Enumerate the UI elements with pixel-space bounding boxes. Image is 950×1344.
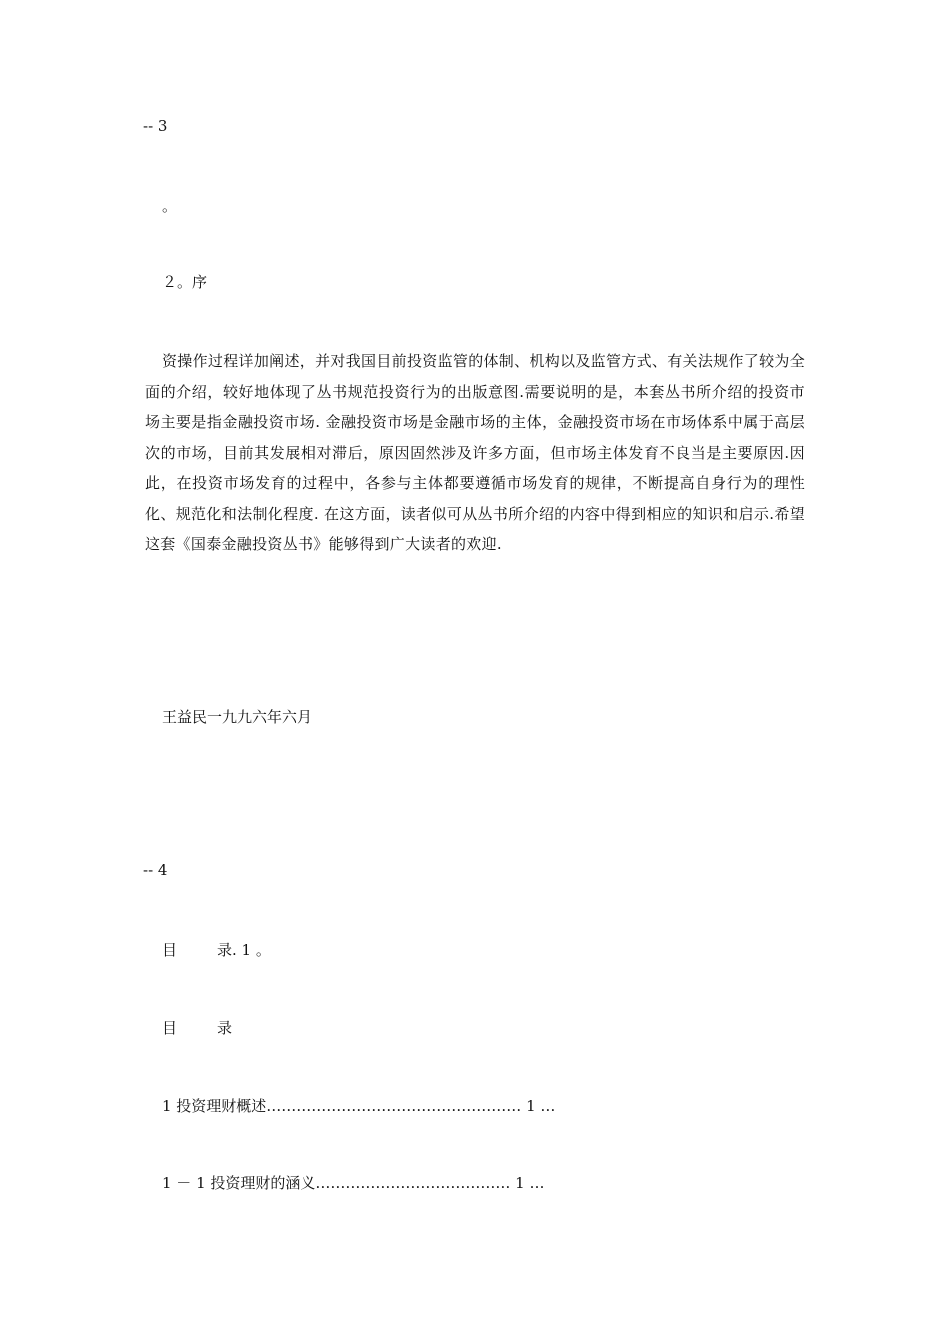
- toc-heading-left: 目: [162, 1019, 178, 1037]
- toc-heading-left: 目: [162, 941, 178, 959]
- toc-heading-with-page: [162, 940, 271, 960]
- toc-heading-right: 录. 1 。: [217, 941, 271, 959]
- stray-punctuation: 。: [162, 197, 178, 215]
- preface-paragraph: 资操作过程详加阐述，并对我国目前投资监管的体制、机构以及监管方式、有关法规作了较为全面的介绍，较好地体现了丛书规范投资行为的出版意图.需要说明的是，本套丛书所介绍的投资市场主要是指金融投资市场. 金融投资市场是金融市场的主体，金融投资市场在市场体系中属于高层次的市场，目前其发展相对滞后，原因固然涉及许多方面，但市场主体发育不良当是主要原因.因此，在投资市场发育的过程中，各参与主体都要遵循市场发育的规律，不断提高自身行为的理性化、规范化和法制化程度. 在这方面，读者似可从丛书所介绍的内容中得到相应的知识和启示.希望这套《国泰金融投资丛书》能够得到广大读者的欢迎.: [145, 352, 805, 553]
- toc-heading-right: 录: [217, 1019, 233, 1037]
- page-marker-4: -- 4: [143, 861, 168, 879]
- section-heading: ２。序: [162, 273, 208, 291]
- signature-line: 王益民一九九六年六月: [162, 708, 313, 726]
- toc-entry: 1 － 1 投资理财的涵义………………………………… 1 …: [162, 1174, 545, 1192]
- page-marker-3: -- 3: [143, 117, 168, 135]
- toc-heading: [162, 1018, 232, 1038]
- toc-entry: 1 投资理财概述…………………………………………… 1 …: [162, 1097, 556, 1115]
